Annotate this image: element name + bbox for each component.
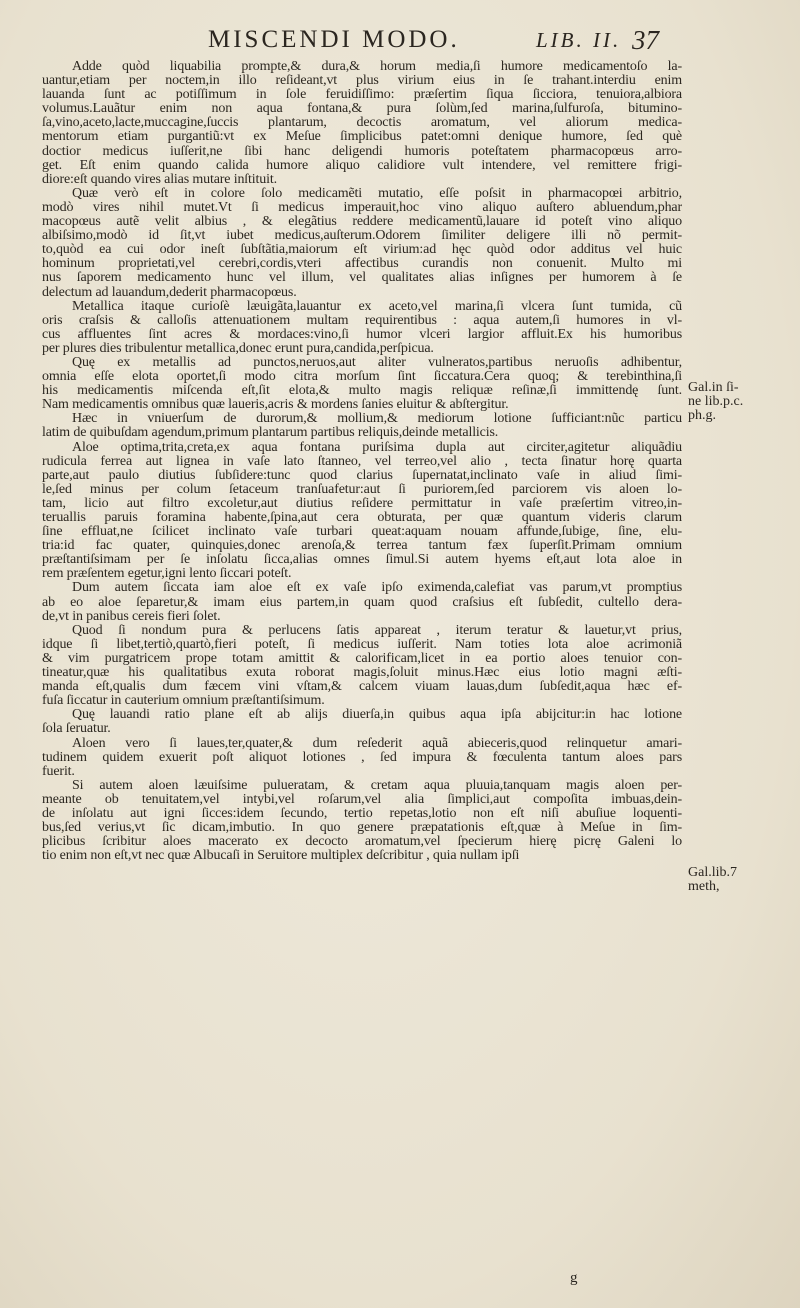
text-line: præſtantiſsimam per ſe inſolatu ſicca,alias omnes ſimul.Si autem hyems eſt,aut lota aloe in [42,553,682,568]
text-line: uantur,etiam per noctem,in illo reſideant,vt plus virium eius in ſe trahant.interdiu enim [42,74,682,89]
text-line: to,quòd ea cui odor ineſt ſubſtãtia,maiorum eſt virium:ad hęc quòd odor additus vel huic [42,243,682,258]
text-line: oris craſsis & calloſis attenuationem multam requirentibus : aqua autem,ſi humores in vl- [42,313,682,328]
paragraph [42,441,682,582]
text-line: ſa,vino,aceto,lacte,muccagine,ſuccis plantarum, decoctis aromatum, vel aliorum medica- [42,116,682,131]
margin-note-line: ne lib.p.c. [688,394,744,409]
text-line: ab eo aloe ſeparetur,& imam eius partem,in quam quod craſsius eſt ſubſedit, cultello dera- [42,595,682,610]
text-line: tudinem quidem exuerit poſt aliquot lotiones , ſed impura & fœculenta tantum aloes pars [42,750,682,765]
text-line: Metallica itaque curioſè læuigãta,lauantur ex aceto,vel marina,ſi vlcera ſunt tumida, cũ [72,299,682,314]
text-line: nus ſaporem medicamento hunc vel illum, vel qualitates alias inſignes per humorem à ſe [42,271,682,286]
folio-number: 37 [632,25,659,55]
book-number: LIB. II. [536,28,622,52]
text-line: tineatur,quæ his qualitatibus exuta roborat magis,ſoluit minus.Hæc eius lotio magni æſti- [42,666,682,681]
margin-note-galen-1 [688,381,800,423]
text-line: Si autem aloen læuiſsime pulueratam, & cretam aqua pluuia,tanquam magis aloen per- [72,778,682,793]
paragraph [42,581,682,623]
text-line: fuſa ſiccatur in cauterium omnium præſtantiſsimum. [42,694,325,709]
text-line: de inſolatu aut igni ſicces:idem ſecundo, tertio repetas,lotio non eſt niſi abuſiue loquenti- [42,806,682,821]
text-line: Adde quòd liquabilia prompte,& dura,& horum media,ſi humore medicamentoſo la- [72,60,682,74]
margin-note-galen-2 [688,866,800,894]
text-line: rudicula ferrea aut lignea in vaſe lato ſtanneo, vel terreo,vel alio , tecta ſinatur horę quarta [42,454,682,469]
text-line: plicibus ſcribitur aloes macerato ex decocto aromatum,vel ſpecierum hierę picrę Galeni lo [42,835,682,850]
text-line: rem præſentem egetur,igni lento ſiccari poteſt. [42,567,292,582]
paragraph [42,779,682,864]
main-text-column [42,60,682,1300]
text-line: de,vt in panibus cereis fieri ſolet. [42,609,221,624]
text-line: omnia eſſe elota oportet,ſi modo citra morſum ſint ſiccatura.Cera quoq; & terebinthina,ſi [42,370,682,385]
text-line: Quod ſi nondum pura & perlucens ſatis appareat , iterum teratur & lauetur,vt prius, [72,623,682,638]
text-line: ſine effluat,ne ſcilicet inclinato vaſe turbari queat:aquam nouam affunde,ſubige, ſine, elu- [42,525,682,540]
signature-mark: g [570,1270,578,1286]
text-line: parte,aut paulo diutius ſubſidere:tunc quod clarius ſupernatat,inclinato vaſe in aliud ſimi- [42,468,682,483]
text-line: lauanda ſunt ac potiſſimum in ſole feruidiſſimo: præſertim ſiqua ſicciora, tenuiora,albiora [42,88,682,103]
text-line: doctior medicus iuſſerit,ne ſibi hanc deligendi humoris poteſtatem pharmacopœus arro- [42,144,682,159]
text-line: fuerit. [42,764,75,779]
text-line: his medicamentis miſcenda eſt,ſit elota,& multo magis reliquæ reſinæ,ſi immittendę ſunt. [42,384,682,399]
margin-note-line: ph.g. [688,408,716,423]
text-line: idque ſi libet,tertiò,quartò,fieri poteſt, ſi medicus iuſſerit. Nam toties lota aloe acrimoniã [42,637,682,652]
margin-note-line: meth, [688,879,720,894]
text-line: ſola ſeruatur. [42,722,111,737]
text-line: albiſsimo,modò id ſit,vt iubet medicus,auſterum.Odorem ſimiliter deligere illi nõ permit- [42,229,682,244]
text-line: tam, licio aut filtro excoletur,aut diutius reſidere permittatur in vaſe præſertim vitreo,in- [42,496,682,511]
paragraph [42,60,682,187]
page-header [200,22,800,54]
text-line: teruallis paruis foramina habente,ſpina,aut cera obturata, per quæ quantum videris clarum [42,511,682,525]
text-line: meante ob tenuitatem,vel intybi,vel roſarum,vel alia ſimplici,aut compoſita imbuas,dein- [42,792,682,807]
text-line: diore:eſt quando vires alias mutare inſtituit. [42,172,277,187]
paragraph [42,708,682,736]
text-line: volumus.Lauãtur enim non aqua fontana,& pura ſolùm,ſed marina,ſulfuroſa, bitumino- [42,102,682,117]
text-line: Quę ex metallis ad punctos,neruos,aut aliter vulneratos,partibus neruoſis adhibentur, [72,355,682,370]
text-line: Quę lauandi ratio plane eſt ab alijs diuerſa,in quibus aqua ipſa abijcitur:in hac lotione [72,708,682,723]
text-line: & vim purgatricem prope totam amittit & calorificam,licet in ea portio aloes tenuior con- [42,651,682,666]
paragraph [42,624,682,709]
text-line: bus,ſed verius,vt ſic dicam,imbutio. In quo genere præpatationis eſt,quæ à Meſue in ſim- [42,821,682,836]
margin-note-line: Gal.lib.7 [688,865,737,880]
text-line: tria:id fac quater, quinquies,donec arenoſa,& terrea tantum fæx ſuperſit.Primam omnium [42,539,682,554]
text-line: hominum proprietati,vel cerebri,cordis,vteri affectibus curandis non conuenit. Multo mi [42,257,682,272]
text-line: delectum ad lauandum,dederit pharmacopœus. [42,285,297,300]
text-line: Dum autem ſiccata iam aloe eſt ex vaſe ipſo eximenda,calefiat vas parum,vt promptius [72,581,682,596]
text-line: per plures dies tribulentur metallica,donec erunt pura,candida,perſpicua. [42,341,434,356]
text-line: le,ſed minus per colum ſetaceum tranſuafetur:aut ſi puriorem,ſed parciorem vis aloen lo- [42,482,682,497]
text-line: Aloe optima,trita,creta,ex aqua fontana puriſsima dupla aut circiter,agitetur aliquãdiu [72,440,682,455]
text-line: get. Eſt enim quando calida humore aliquo calidiore vult intendere, vel remittere frigi- [42,158,682,173]
paragraph [42,187,682,300]
text-line: Nam medicamentis omnibus quæ laueris,acris & mordens ſanies eluitur & abſtergitur. [42,398,509,413]
text-line: Hæc in vniuerſum de durorum,& mollium,& mediorum lotione ſufficiant:nũc particu [72,412,682,427]
paragraph [42,356,682,412]
text-line: manda eſt,qualis dum fæcem vini vſtam,& calcem viuam lauas,dum ſubſedit,aqua hæc ef- [42,680,682,695]
text-line: Quæ verò eſt in colore ſolo medicamẽti mutatio, eſſe poſsit in pharmacopœi arbitrio, [72,186,682,201]
text-line: cus affluentes ſint acres & mordaces:vino,ſi humor vlceri largior affluit.Ex his humoribus [42,327,682,342]
paragraph [42,412,682,440]
text-line: tio enim non eſt,vt nec quæ Albucaſi in Seruitore multiplex deſcribitur , quia nullam ipſi [42,849,520,864]
text-line: latim de quibuſdam agendum,primum plantarum partibus reliquis,deinde metallicis. [42,426,499,441]
paragraph [42,737,682,779]
margin-note-line: Gal.in ſi- [688,380,739,395]
text-line: Aloen vero ſi laues,ter,quater,& dum reſederit aquã abieceris,quod relinquetur amari- [72,736,682,751]
text-line: modò vires nihil mutet.Vt ſi medicus imperauit,hoc vino aliquo auſtero abluendum,phar [42,200,682,215]
paragraph [42,300,682,356]
text-line: macopœus autẽ velit albius , & elegãtius reddere medicamentũ,lauare id poteſt vino aliquo [42,215,682,230]
running-head: MISCENDI MODO. [208,26,460,53]
text-line: mentorum etiam purgantiũ:vt ex Meſue ſimplicibus patet:omni denique humore, ſed què [42,130,682,145]
